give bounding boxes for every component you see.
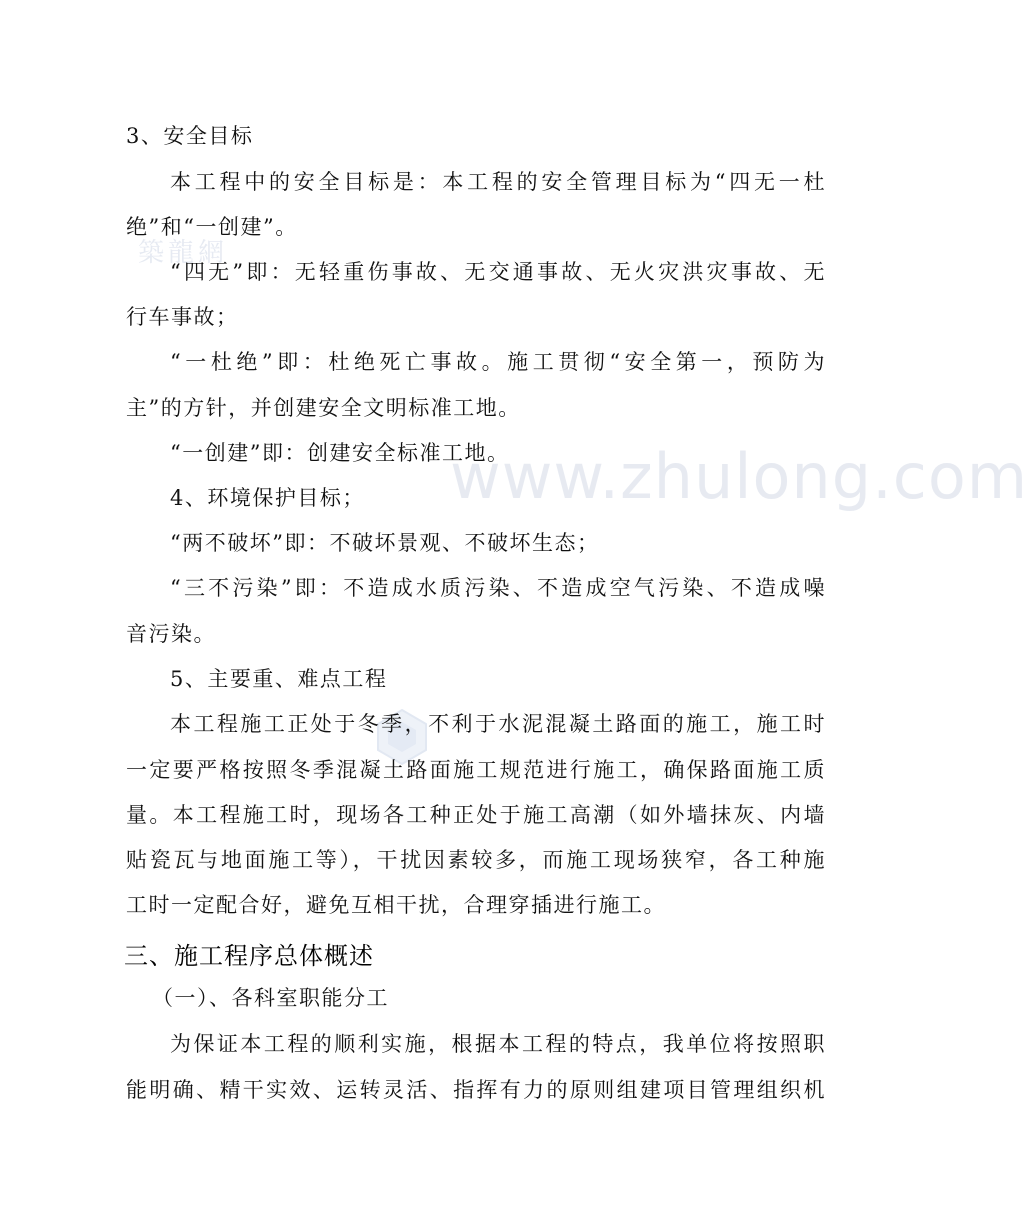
paragraph-line: 量。本工程施工时，现场各工种正处于施工高潮（如外墙抹灰、内墙 xyxy=(126,803,826,827)
paragraph-line: “一创建”即：创建安全标准工地。 xyxy=(170,441,510,465)
paragraph-line: 能明确、精干实效、运转灵活、指挥有力的原则组建项目管理组织机 xyxy=(126,1078,826,1102)
paragraph-line: “三不污染”即：不造成水质污染、不造成空气污染、不造成噪 xyxy=(170,576,826,600)
paragraph-line: 一定要严格按照冬季混凝土路面施工规范进行施工，确保路面施工质 xyxy=(126,758,826,782)
paragraph-line: 贴瓷瓦与地面施工等），干扰因素较多，而施工现场狭窄，各工种施 xyxy=(126,848,826,872)
paragraph-line: 本工程施工正处于冬季，不利于水泥混凝土路面的施工，施工时 xyxy=(170,712,826,736)
paragraph-line: “两不破坏”即：不破坏景观、不破坏生态； xyxy=(170,531,600,555)
paragraph-line: 本工程中的安全目标是：本工程的安全管理目标为“四无一杜 xyxy=(170,170,826,194)
paragraph-line: “四无”即：无轻重伤事故、无交通事故、无火灾洪灾事故、无 xyxy=(170,260,826,284)
heading-environment-target: 4、环境保护目标； xyxy=(170,486,365,510)
paragraph-line: 为保证本工程的顺利实施，根据本工程的特点，我单位将按照职 xyxy=(170,1032,826,1056)
paragraph-line: “一杜绝”即：杜绝死亡事故。施工贯彻“安全第一，预防为 xyxy=(170,350,826,374)
paragraph-line: 行车事故； xyxy=(126,305,239,329)
paragraph-line: 绝”和“一创建”。 xyxy=(126,215,298,239)
paragraph-line: 音污染。 xyxy=(126,622,216,646)
sub-heading: （一）、各科室职能分工 xyxy=(152,986,389,1010)
heading-safety-target: 3、安全目标 xyxy=(126,124,254,148)
paragraph-line: 工时一定配合好，避免互相干扰，合理穿插进行施工。 xyxy=(126,893,666,917)
heading-key-difficult-works: 5、主要重、难点工程 xyxy=(170,667,388,691)
section-heading: 三、施工程序总体概述 xyxy=(124,942,374,970)
watermark-site: www.zhulong.com xyxy=(450,440,1028,513)
paragraph-line: 主”的方针，并创建安全文明标准工地。 xyxy=(126,396,521,420)
watermark-logo: 築龍網 xyxy=(138,238,229,268)
